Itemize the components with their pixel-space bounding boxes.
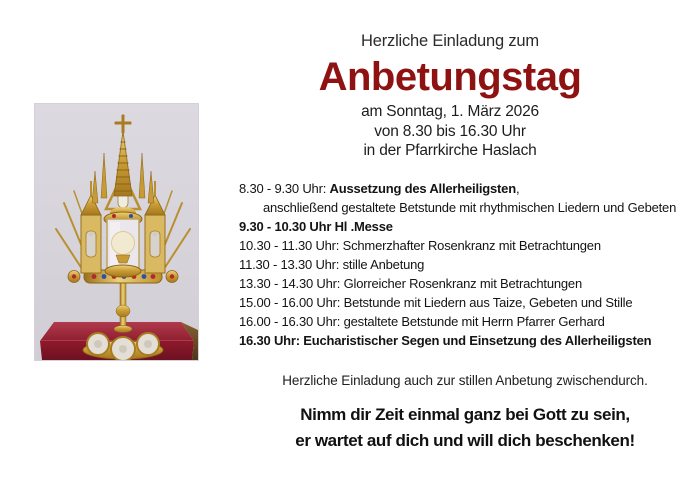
closing-line-1: Nimm dir Zeit einmal ganz bei Gott zu sein, [300, 405, 630, 424]
header-intro: Herzliche Einladung zum [361, 32, 539, 50]
schedule-line: 11.30 - 13.30 Uhr: stille Anbetung [239, 257, 425, 272]
schedule-line: 15.00 - 16.00 Uhr: Betstunde mit Liedern aus Taize, Gebeten und Stille [239, 295, 633, 310]
schedule-line: 8.30 - 9.30 Uhr: Aussetzung des Allerheiligsten, [239, 181, 520, 196]
event-location: in der Pfarrkirche Haslach [363, 142, 537, 159]
header [200, 31, 700, 161]
monstrance-photo [34, 103, 199, 361]
schedule-list [239, 179, 689, 350]
closing-line-2: er wartet auf dich und will dich beschenken! [295, 431, 635, 450]
event-time: von 8.30 bis 16.30 Uhr [374, 122, 526, 140]
page-title: Anbetungstag [318, 55, 582, 99]
closing-message [230, 402, 700, 454]
schedule-line: 16.00 - 16.30 Uhr: gestaltete Betstunde mit Herrn Pfarrer Gerhard [239, 314, 605, 329]
schedule-line: 16.30 Uhr: Eucharistischer Segen und Einsetzung des Allerheiligsten [239, 333, 652, 348]
schedule-line: 10.30 - 11.30 Uhr: Schmerzhafter Rosenkranz mit Betrachtungen [239, 238, 601, 253]
schedule-line: 9.30 - 10.30 Uhr Hl .Messe [239, 219, 393, 234]
invitation-note: Herzliche Einladung auch zur stillen Anbetung zwischendurch. [282, 373, 648, 388]
event-date: am Sonntag, 1. März 2026 [361, 103, 539, 120]
monstrance-illustration [35, 104, 198, 360]
schedule-line: anschließend gestaltete Betstunde mit rhythmischen Liedern und Gebeten [263, 200, 677, 215]
event-date-block [200, 102, 700, 161]
schedule-line: 13.30 - 14.30 Uhr: Glorreicher Rosenkranz mit Betrachtungen [239, 276, 582, 291]
